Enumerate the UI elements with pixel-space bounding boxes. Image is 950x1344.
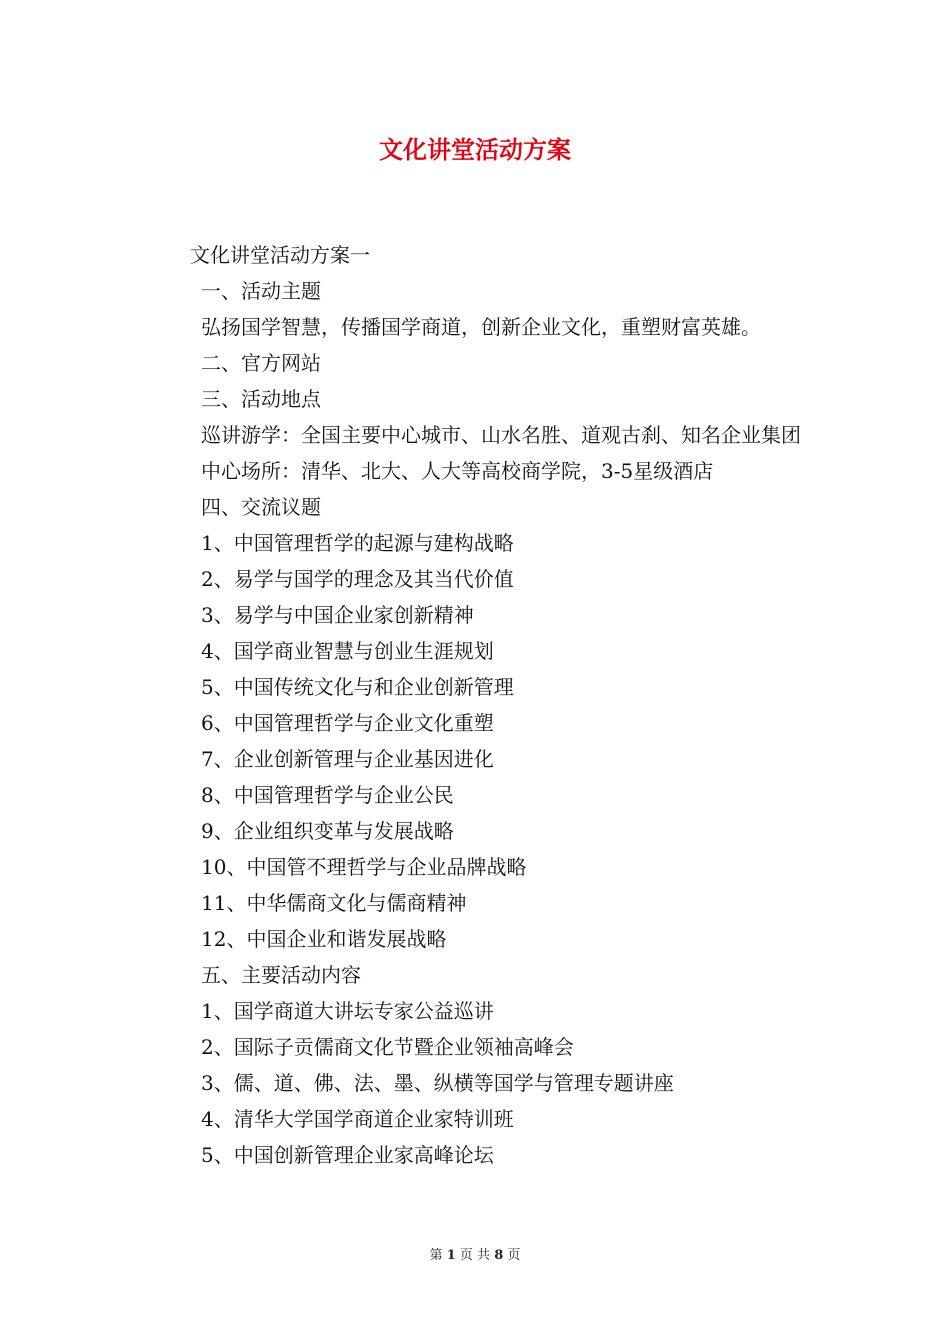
list-item: 5、中国传统文化与和企业创新管理 — [201, 675, 514, 699]
list-item: 8、中国管理哲学与企业公民 — [201, 783, 454, 807]
list-item: 5、中国创新管理企业家高峰论坛 — [201, 1143, 494, 1167]
list-item: 11、中华儒商文化与儒商精神 — [201, 891, 467, 915]
paragraph: 五、主要活动内容 — [201, 963, 361, 987]
footer-middle: 页 共 — [459, 1248, 491, 1263]
list-item: 1、国学商道大讲坛专家公益巡讲 — [201, 999, 494, 1023]
paragraph: 三、活动地点 — [201, 387, 321, 411]
list-item: 10、中国管不理哲学与企业品牌战略 — [201, 855, 527, 879]
paragraph: 一、活动主题 — [201, 279, 321, 303]
paragraph: 巡讲游学：全国主要中心城市、山水名胜、道观古刹、知名企业集团 — [201, 423, 801, 447]
page-footer — [0, 1246, 950, 1266]
document-title: 文化讲堂活动方案 — [379, 135, 571, 164]
paragraph: 中心场所：清华、北大、人大等高校商学院，3-5星级酒店 — [201, 459, 714, 483]
total-pages-number: 8 — [494, 1248, 504, 1263]
list-item: 1、中国管理哲学的起源与建构战略 — [201, 531, 514, 555]
paragraph: 四、交流议题 — [201, 495, 321, 519]
paragraph: 二、官方网站 — [201, 351, 321, 375]
list-item: 3、易学与中国企业家创新精神 — [201, 603, 474, 627]
footer-prefix: 第 — [429, 1248, 443, 1263]
footer-suffix: 页 — [507, 1248, 521, 1263]
list-item: 9、企业组织变革与发展战略 — [201, 819, 454, 843]
list-item: 2、易学与国学的理念及其当代价值 — [201, 567, 514, 591]
list-item: 6、中国管理哲学与企业文化重塑 — [201, 711, 494, 735]
document-body — [145, 237, 820, 1173]
list-item: 4、国学商业智慧与创业生涯规划 — [201, 639, 494, 663]
list-item: 4、清华大学国学商道企业家特训班 — [201, 1107, 514, 1131]
list-item: 3、儒、道、佛、法、墨、纵横等国学与管理专题讲座 — [201, 1071, 674, 1095]
section-heading: 文化讲堂活动方案一 — [190, 243, 370, 267]
list-item: 7、企业创新管理与企业基因进化 — [201, 747, 494, 771]
paragraph: 弘扬国学智慧，传播国学商道，创新企业文化，重塑财富英雄。 — [201, 315, 761, 339]
list-item: 12、中国企业和谐发展战略 — [201, 927, 447, 951]
list-item: 2、国际子贡儒商文化节暨企业领袖高峰会 — [201, 1035, 574, 1059]
current-page-number: 1 — [446, 1248, 456, 1263]
